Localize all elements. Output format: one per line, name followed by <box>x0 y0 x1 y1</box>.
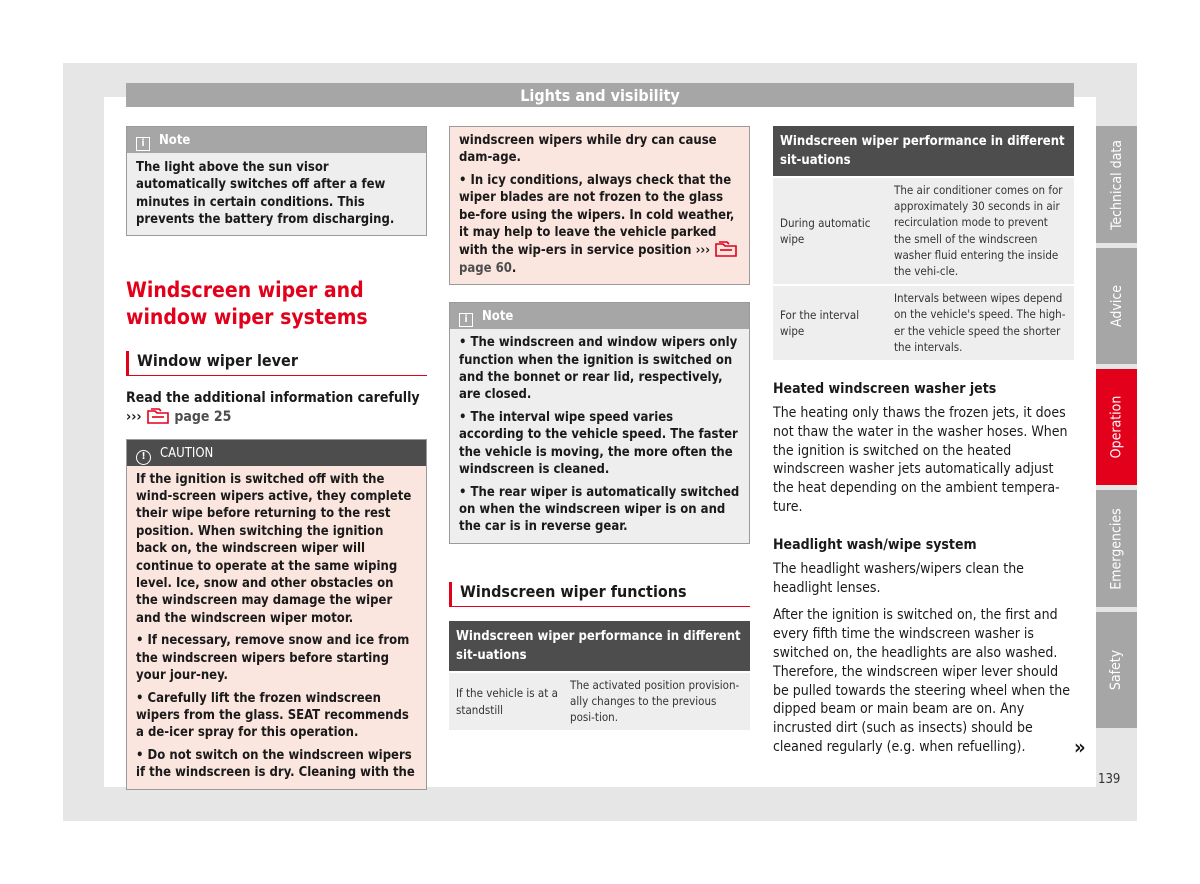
caution-header <box>127 440 426 466</box>
headlight-title: Headlight wash/wipe system <box>773 536 977 553</box>
wiper-table <box>773 126 1074 360</box>
tab-advice[interactable]: Advice <box>1096 248 1137 364</box>
note-body <box>450 329 749 542</box>
info-icon: i <box>459 313 473 327</box>
caution-paragraph: If the ignition is switched off with the wind-screen wipers active, they complete their wipe before returning to the rest position. When switching the ignition back on, the windscreen wiper will continue to operate at the same wiping level. Ice, snow and other obstacles on the windscreen may damage the wiper and the windscreen wiper motor. <box>136 471 412 626</box>
read-info-arrows: ››› <box>126 408 142 425</box>
chapter-tabs <box>1096 126 1137 733</box>
table-title: Windscreen wiper performance in different sit-uations <box>449 621 750 671</box>
chapter-header: Lights and visibility <box>126 83 1074 107</box>
caution-paragraph: • Carefully lift the frozen windscreen wipers from the glass. SEAT recommends a de-icer spray for this operation. <box>136 690 409 741</box>
note-body <box>127 153 426 235</box>
note-header <box>450 303 749 329</box>
column-right <box>773 126 1074 757</box>
caution-body <box>127 466 426 789</box>
column-middle <box>449 126 750 730</box>
tab-technical-data[interactable]: Technical data <box>1096 126 1137 243</box>
info-icon: i <box>136 137 150 151</box>
sentence-end: . <box>511 260 517 276</box>
caution-label: CAUTION <box>160 445 214 461</box>
table-row <box>773 176 1074 284</box>
table-cell-performance: The activated position provision-ally changes to the previous posi-tion. <box>570 677 740 725</box>
caution-continued-box <box>449 126 750 285</box>
page-link[interactable]: page 60 <box>459 260 512 276</box>
page-link[interactable]: page 25 <box>174 408 232 425</box>
section-title: Windscreen wiper and window wiper systems <box>126 277 368 329</box>
table-row <box>773 284 1074 360</box>
subsection-title: Windscreen wiper functions <box>449 582 750 607</box>
book-reference-icon <box>714 241 738 257</box>
page-number: 139 <box>1098 772 1121 787</box>
caution-paragraph <box>459 172 741 277</box>
book-reference-icon <box>146 408 170 424</box>
table-cell-situation: If the vehicle is at a standstill <box>456 686 558 717</box>
heated-jets-text: The heating only thaws the frozen jets, it does not thaw the water in the washer hoses. When the ignition is switched on the heated windscreen washer jets automatically adjust the heat depending on the ambient tempera-ture. <box>773 405 1068 516</box>
note-header <box>127 127 426 153</box>
ref-arrows: ››› <box>695 243 711 259</box>
note-label: Note <box>159 133 191 148</box>
caution-continued-body <box>450 127 749 284</box>
caution-text: • In icy conditions, always check that the wiper blades are not frozen to the glass be-fore using the wipers. In cold weather, it may help to leave the vehicle parked with the wip-ers in service position <box>459 172 735 259</box>
caution-paragraph: • Do not switch on the windscreen wipers if the windscreen is dry. Cleaning with the <box>136 747 415 781</box>
note-item: • The interval wipe speed varies according to the vehicle speed. The faster the vehicle is moving, the more often the windscreen is cleaned. <box>459 409 738 478</box>
tab-safety[interactable]: Safety <box>1096 612 1137 728</box>
note-item: • The windscreen and window wipers only function when the ignition is switched on and the bonnet or rear lid, respectively, are closed. <box>459 335 738 403</box>
note-box <box>449 302 750 543</box>
headlight-text: After the ignition is switched on, the first and every fifth time the windscreen washer is switched on, the headlights are also washed. Therefore, the windscreen wiper lever should be pulled towards the steering wheel when the dipped beam or main beam are on. Any incrusted dirt (such as insects) should be cleaned regularly (e.g. when refuelling). <box>773 607 1070 755</box>
table-cell-situation: During automatic wipe <box>780 215 871 247</box>
headlight-text: The headlight washers/wipers clean the headlight lenses. <box>773 560 1024 596</box>
table-row <box>449 671 750 731</box>
caution-paragraph: • If necessary, remove snow and ice from the windscreen wipers before starting your jour-ney. <box>136 633 410 684</box>
tab-emergencies[interactable]: Emergencies <box>1096 490 1137 607</box>
read-info-text: Read the additional information carefully <box>126 389 420 406</box>
subsection-title: Window wiper lever <box>126 351 427 376</box>
note-item: • The rear wiper is automatically switched on when the windscreen wiper is on and the car is in reverse gear. <box>459 484 740 535</box>
table-cell-performance: The air conditioner comes on for approximately 30 seconds in air recirculation mode to prevent the smell of the windscreen washer fluid entering the inside the vehi-cle. <box>894 183 1063 279</box>
table-cell-performance: Intervals between wipes depend on the vehicle's speed. The high-er the vehicle speed the shorter the intervals. <box>894 291 1066 354</box>
note-label: Note <box>482 309 514 325</box>
continue-mark: » <box>1074 735 1086 759</box>
read-info <box>126 389 427 427</box>
table-cell-situation: For the interval wipe <box>780 307 860 339</box>
caution-box <box>126 439 427 790</box>
tab-operation[interactable]: Operation <box>1096 369 1137 485</box>
caution-icon: ! <box>136 450 151 465</box>
wiper-table <box>449 621 750 731</box>
note-box <box>126 126 427 236</box>
heated-jets-title: Heated windscreen washer jets <box>773 381 997 398</box>
note-text: The light above the sun visor automatically switches off after a few minutes in certain conditions. This prevents the battery from discharging. <box>136 160 395 228</box>
column-left <box>126 126 427 790</box>
table-title: Windscreen wiper performance in different sit-uations <box>773 126 1074 176</box>
caution-paragraph: windscreen wipers while dry can cause dam-age. <box>459 133 717 166</box>
